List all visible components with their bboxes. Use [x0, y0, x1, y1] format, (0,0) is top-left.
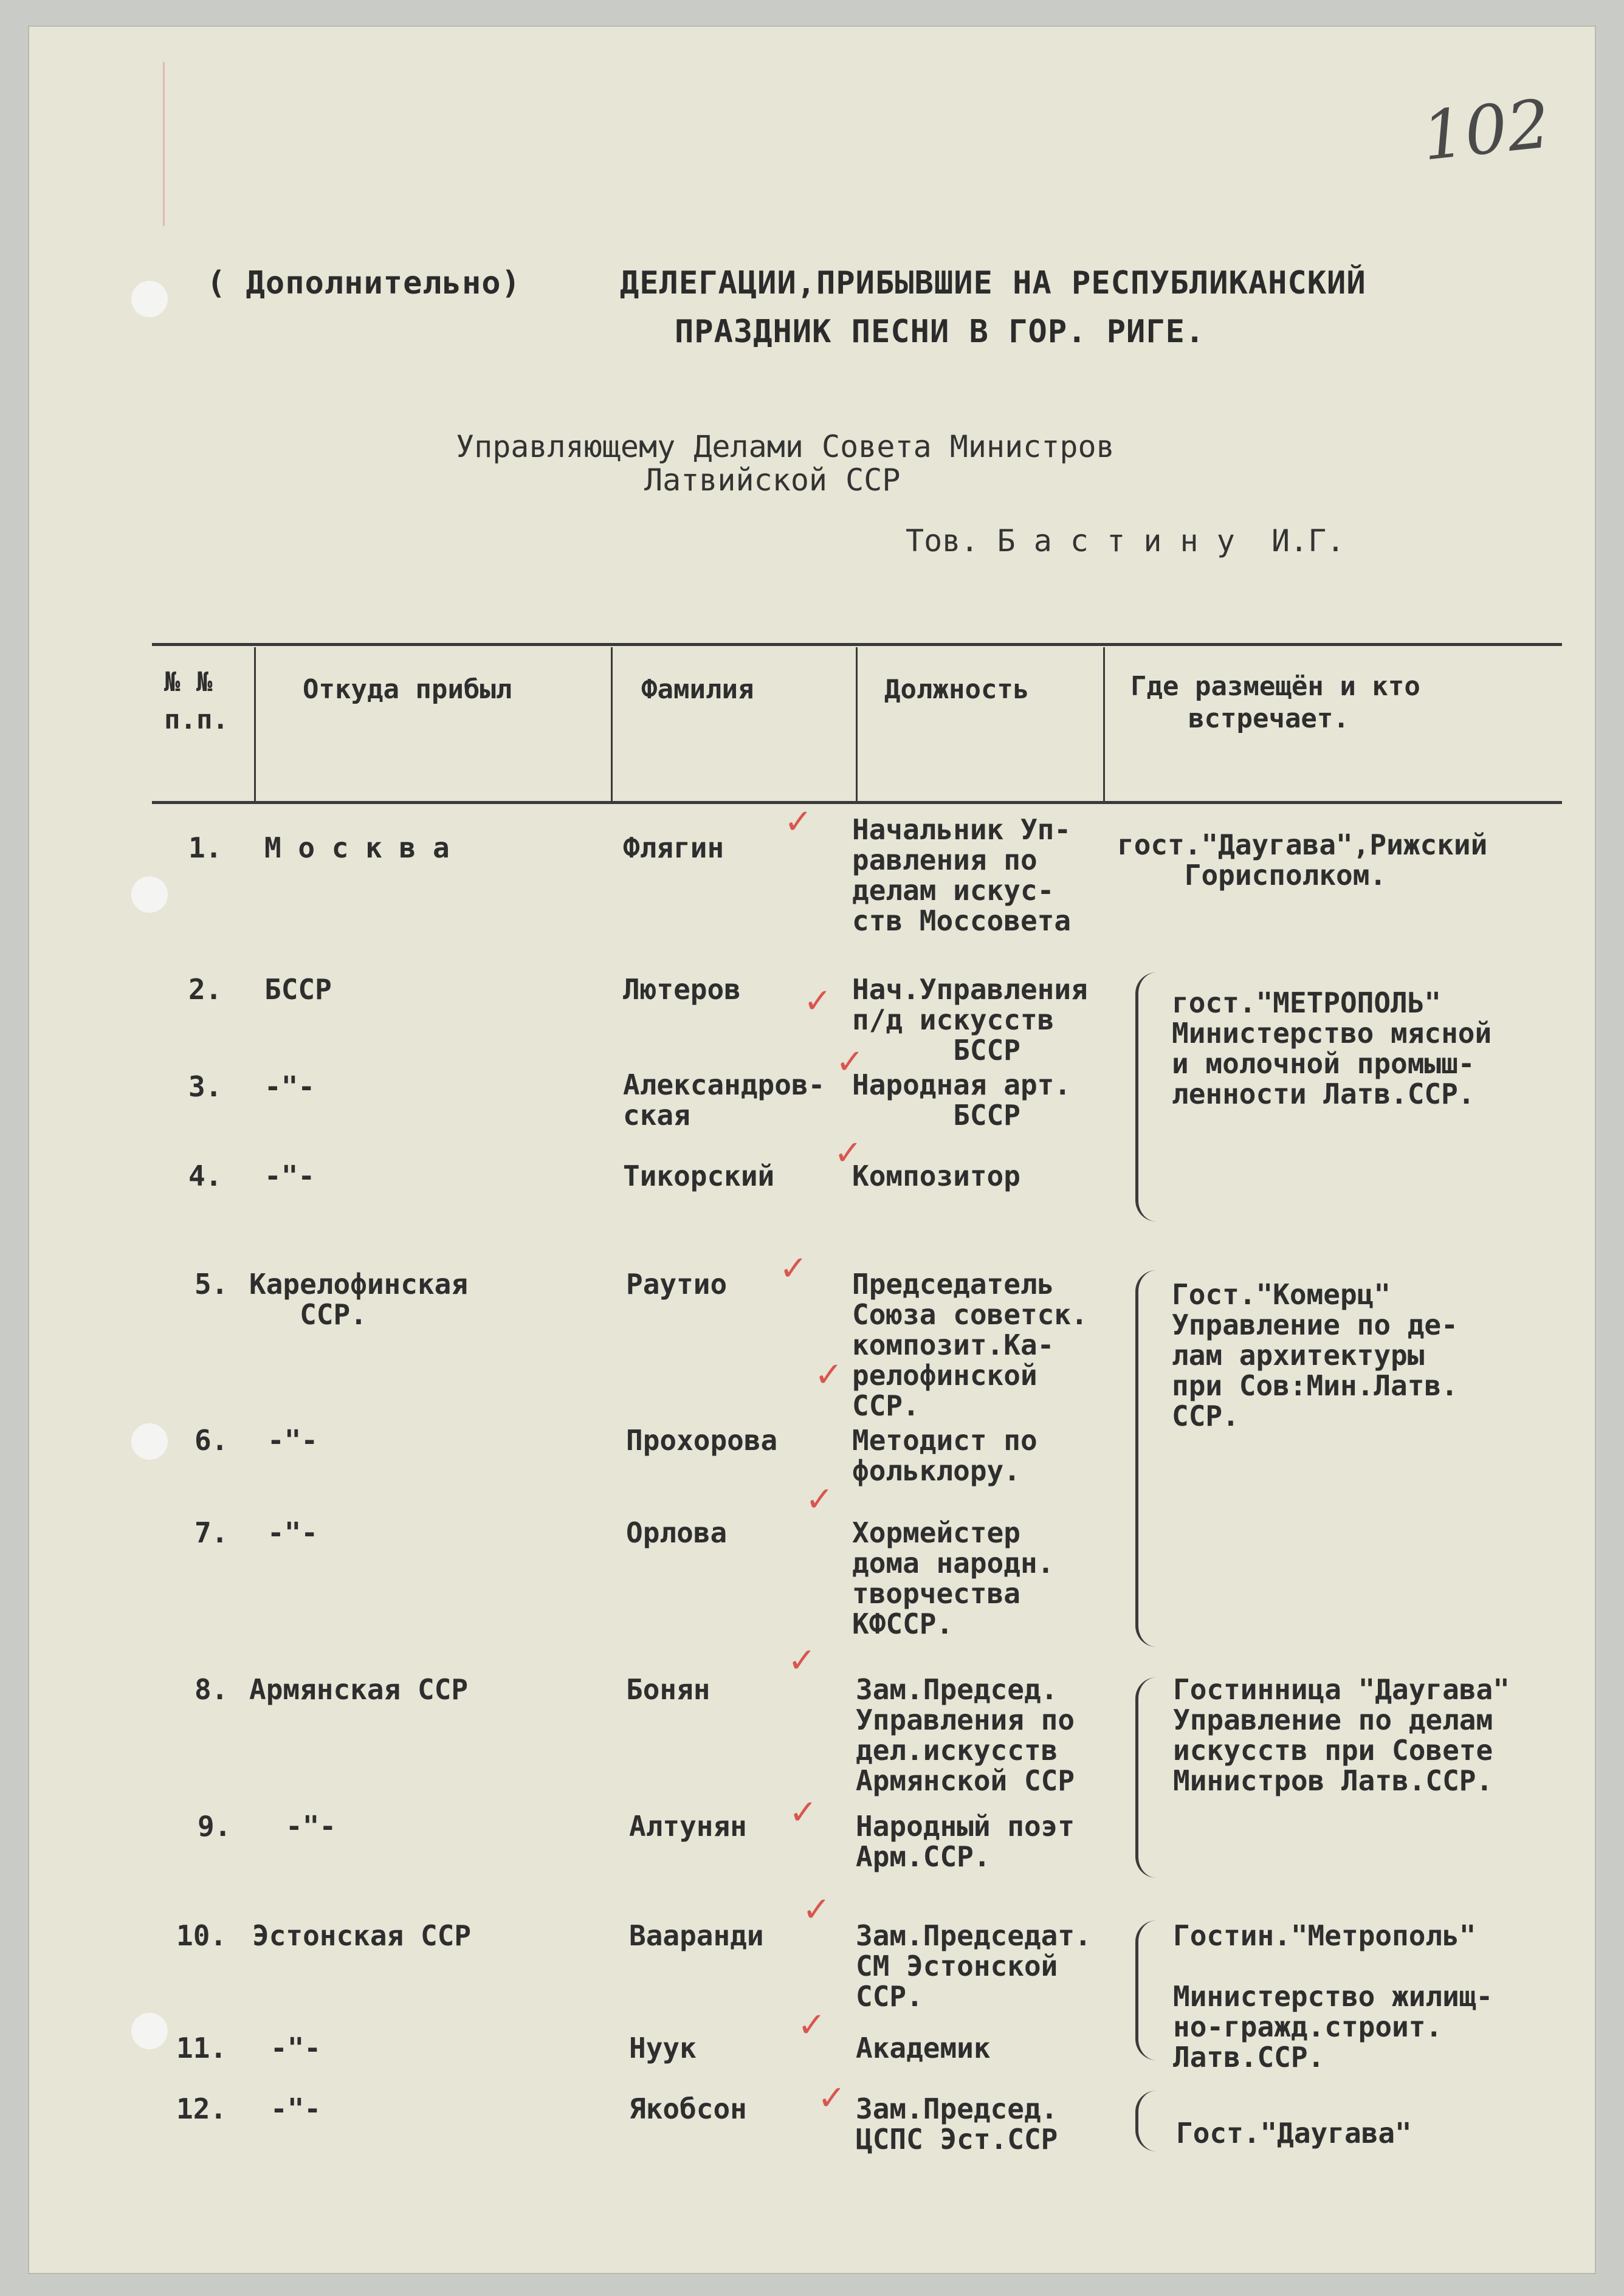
row-number: 10. [176, 1919, 227, 1952]
grouping-brace [1135, 1270, 1157, 1647]
group-lodging: Гост."Комерц" Управление по де- лам архитектуры при Сов:Мин.Латв. ССР. [1172, 1278, 1458, 1432]
row-surname: Вааранди [629, 1919, 764, 1952]
row-from: -"- [264, 1160, 315, 1192]
header-from: Откуда прибыл [303, 674, 512, 705]
row-position: Зам.Председ. ЦСПС Эст.ССР [856, 2092, 1058, 2156]
supplement-marker: ( Дополнительно) [207, 265, 521, 301]
row-position: Методист по фольклору. [852, 1424, 1037, 1487]
check-mark: ✓ [789, 1793, 817, 1832]
row-from: -"- [270, 2092, 322, 2125]
row-number: 11. [176, 2032, 227, 2064]
table-top-rule [152, 643, 1562, 646]
row-number: 7. [194, 1516, 229, 1549]
group-lodging: Гостин."Метрополь" Министерство жилищ- но-гражд.строит. Латв.ССР. [1173, 1919, 1493, 2074]
row-from: -"- [267, 1516, 318, 1549]
check-mark: ✓ [803, 981, 832, 1021]
row-surname: Алтунян [629, 1810, 747, 1843]
row-surname: Бонян [626, 1673, 710, 1706]
row-position: Народная арт. БССР [852, 1068, 1072, 1132]
header-surname: Фамилия [641, 674, 754, 705]
check-mark: ✓ [802, 1890, 831, 1930]
margin-line [163, 62, 165, 226]
folio-number: 102 [1418, 84, 1554, 176]
check-mark: ✓ [779, 1249, 808, 1288]
row-surname: Флягин [623, 831, 724, 864]
addressee-line2: Латвийской ССР [644, 462, 901, 498]
column-divider [856, 647, 858, 802]
row-position: Народный поэт Арм.ССР. [856, 1810, 1075, 1873]
row-position: Академик [856, 2032, 991, 2064]
check-mark: ✓ [836, 1042, 864, 1082]
punch-hole [131, 281, 168, 317]
punch-hole [131, 2013, 168, 2049]
row-number: 5. [194, 1268, 229, 1301]
row-position: Начальник Уп- равления по делам искус- ств Моссовета [852, 813, 1072, 937]
row-from: -"- [286, 1810, 337, 1843]
group-lodging: гост."МЕТРОПОЛЬ" Министерство мясной и молочной промыш- ленности Латв.ССР. [1172, 986, 1492, 1110]
row-surname: Александров- ская [623, 1068, 825, 1132]
row-number: 8. [194, 1673, 229, 1706]
check-mark: ✓ [805, 1480, 834, 1519]
row-position: Зам.Председ. Управления по дел.искусств Армянской ССР [856, 1673, 1075, 1797]
document-title-line2: ПРАЗДНИК ПЕСНИ В ГОР. РИГЕ. [675, 314, 1205, 350]
row-position: Нач.Управления п/д искусств БССР [852, 973, 1088, 1067]
row-number: 3. [188, 1070, 222, 1103]
row-number: 6. [194, 1424, 229, 1457]
punch-hole [131, 876, 168, 913]
row-number: 2. [188, 973, 222, 1006]
document-title-line1: ДЕЛЕГАЦИИ,ПРИБЫВШИЕ НА РЕСПУБЛИКАНСКИЙ [620, 265, 1366, 301]
header-num-line2: п.п. [164, 704, 229, 735]
header-position: Должность [884, 674, 1030, 705]
check-mark: ✓ [817, 2078, 846, 2118]
row-number: 12. [176, 2092, 227, 2125]
row-number: 9. [198, 1810, 232, 1843]
column-divider [611, 647, 613, 802]
header-lodging-line2: встречает. [1188, 703, 1349, 734]
row-number: 1. [188, 831, 222, 864]
row-surname: Нуук [629, 2032, 697, 2064]
row-surname: Лютеров [623, 973, 741, 1006]
group-lodging: Гостинница "Даугава" Управление по делам искусств при Совете Министров Латв.ССР. [1173, 1673, 1510, 1797]
row-surname: Якобсон [629, 2092, 747, 2125]
header-lodging-line1: Где размещён и кто [1130, 671, 1420, 702]
row-surname: Прохорова [626, 1424, 778, 1457]
row-from: -"- [267, 1424, 318, 1457]
row-from: Армянская ССР [249, 1673, 469, 1706]
row-from: Эстонская ССР [252, 1919, 472, 1952]
row-from: М о с к в а [264, 831, 450, 864]
check-mark: ✓ [814, 1355, 843, 1395]
check-mark: ✓ [788, 1641, 816, 1680]
row-from: БССР [264, 973, 332, 1006]
addressee-line1: Управляющему Делами Совета Министров [456, 429, 1115, 464]
column-divider [254, 647, 256, 802]
row-position: Председатель Союза советск. композит.Ка- релофинской ССР. [852, 1268, 1088, 1422]
check-mark: ✓ [834, 1133, 862, 1173]
row-surname: Тикорский [623, 1160, 775, 1192]
row-surname: Раутио [626, 1268, 728, 1301]
column-divider [1103, 647, 1105, 802]
row-from: -"- [270, 2032, 322, 2064]
row-surname: Орлова [626, 1516, 728, 1549]
grouping-brace [1135, 972, 1157, 1222]
row-from: Карелофинская ССР. [249, 1268, 469, 1331]
grouping-brace [1135, 1677, 1157, 1878]
addressee-line3: Тов. Б а с т и н у И.Г. [906, 523, 1345, 559]
check-mark: ✓ [797, 2006, 826, 2045]
grouping-brace [1135, 1920, 1157, 2060]
header-num-line1: № № [164, 667, 213, 698]
row-number: 4. [188, 1160, 222, 1192]
punch-hole [131, 1423, 168, 1460]
row-position: Хормейстер дома народн. творчества КФССР. [852, 1516, 1055, 1640]
row-lodging: гост."Даугава",Рижский Горисполком. [1117, 828, 1488, 892]
check-mark: ✓ [784, 802, 813, 842]
row-from: -"- [264, 1070, 315, 1103]
row-position: Композитор [852, 1160, 1020, 1192]
group-lodging: Гост."Даугава" [1176, 2117, 1412, 2150]
row-position: Зам.Председат. СМ Эстонской ССР. [856, 1919, 1092, 2013]
